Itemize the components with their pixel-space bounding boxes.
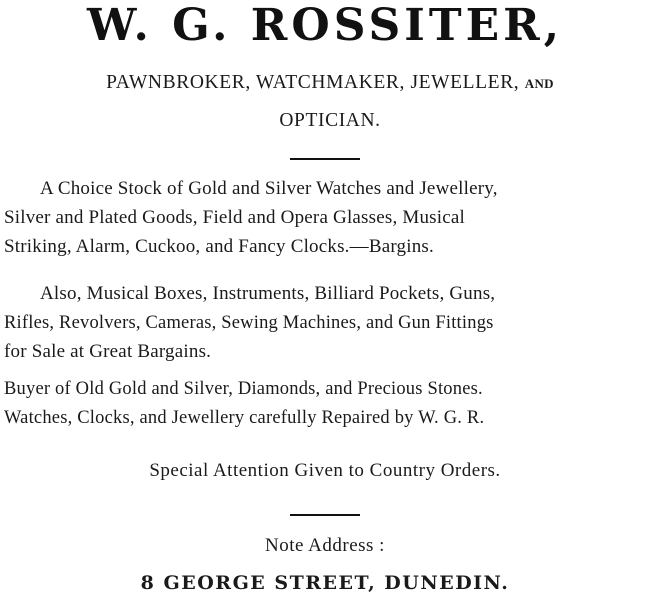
buyer-line: Buyer of Old Gold and Silver, Diamonds, and Precious Stones. — [4, 379, 483, 399]
stock-line-2: Silver and Plated Goods, Field and Opera Glasses, Musical — [4, 207, 465, 228]
also-line-2: Rifles, Revolvers, Cameras, Sewing Machines, and Gun Fittings — [4, 313, 494, 333]
trade-line-1 — [30, 72, 630, 94]
trade-list: PAWNBROKER, WATCHMAKER, JEWELLER, — [106, 72, 520, 93]
street-address — [0, 572, 650, 594]
also-line-1: Also, Musical Boxes, Instruments, Billiard Pockets, Guns, — [40, 283, 496, 304]
special-notice: Special Attention Given to Country Orders. — [149, 460, 501, 481]
repair-line: Watches, Clocks, and Jewellery carefully Repaired by W. G. R. — [4, 408, 485, 428]
street-name: GEORGE STREET, DUNEDIN. — [163, 572, 510, 594]
divider-rule-top — [290, 158, 360, 160]
business-name-heading: W. G. ROSSITER, — [86, 0, 564, 51]
note-address-label: Note Address : — [265, 535, 385, 556]
stock-line-1: A Choice Stock of Gold and Silver Watches and Jewellery, — [40, 178, 498, 199]
divider-rule-bottom — [290, 514, 360, 516]
trade-line-2: OPTICIAN. — [279, 110, 381, 131]
trade-and: AND — [524, 76, 554, 91]
also-line-3: for Sale at Great Bargains. — [4, 341, 212, 362]
street-number: 8 — [140, 572, 156, 594]
stock-line-3: Striking, Alarm, Cuckoo, and Fancy Clocks.—Bargins. — [4, 236, 434, 257]
